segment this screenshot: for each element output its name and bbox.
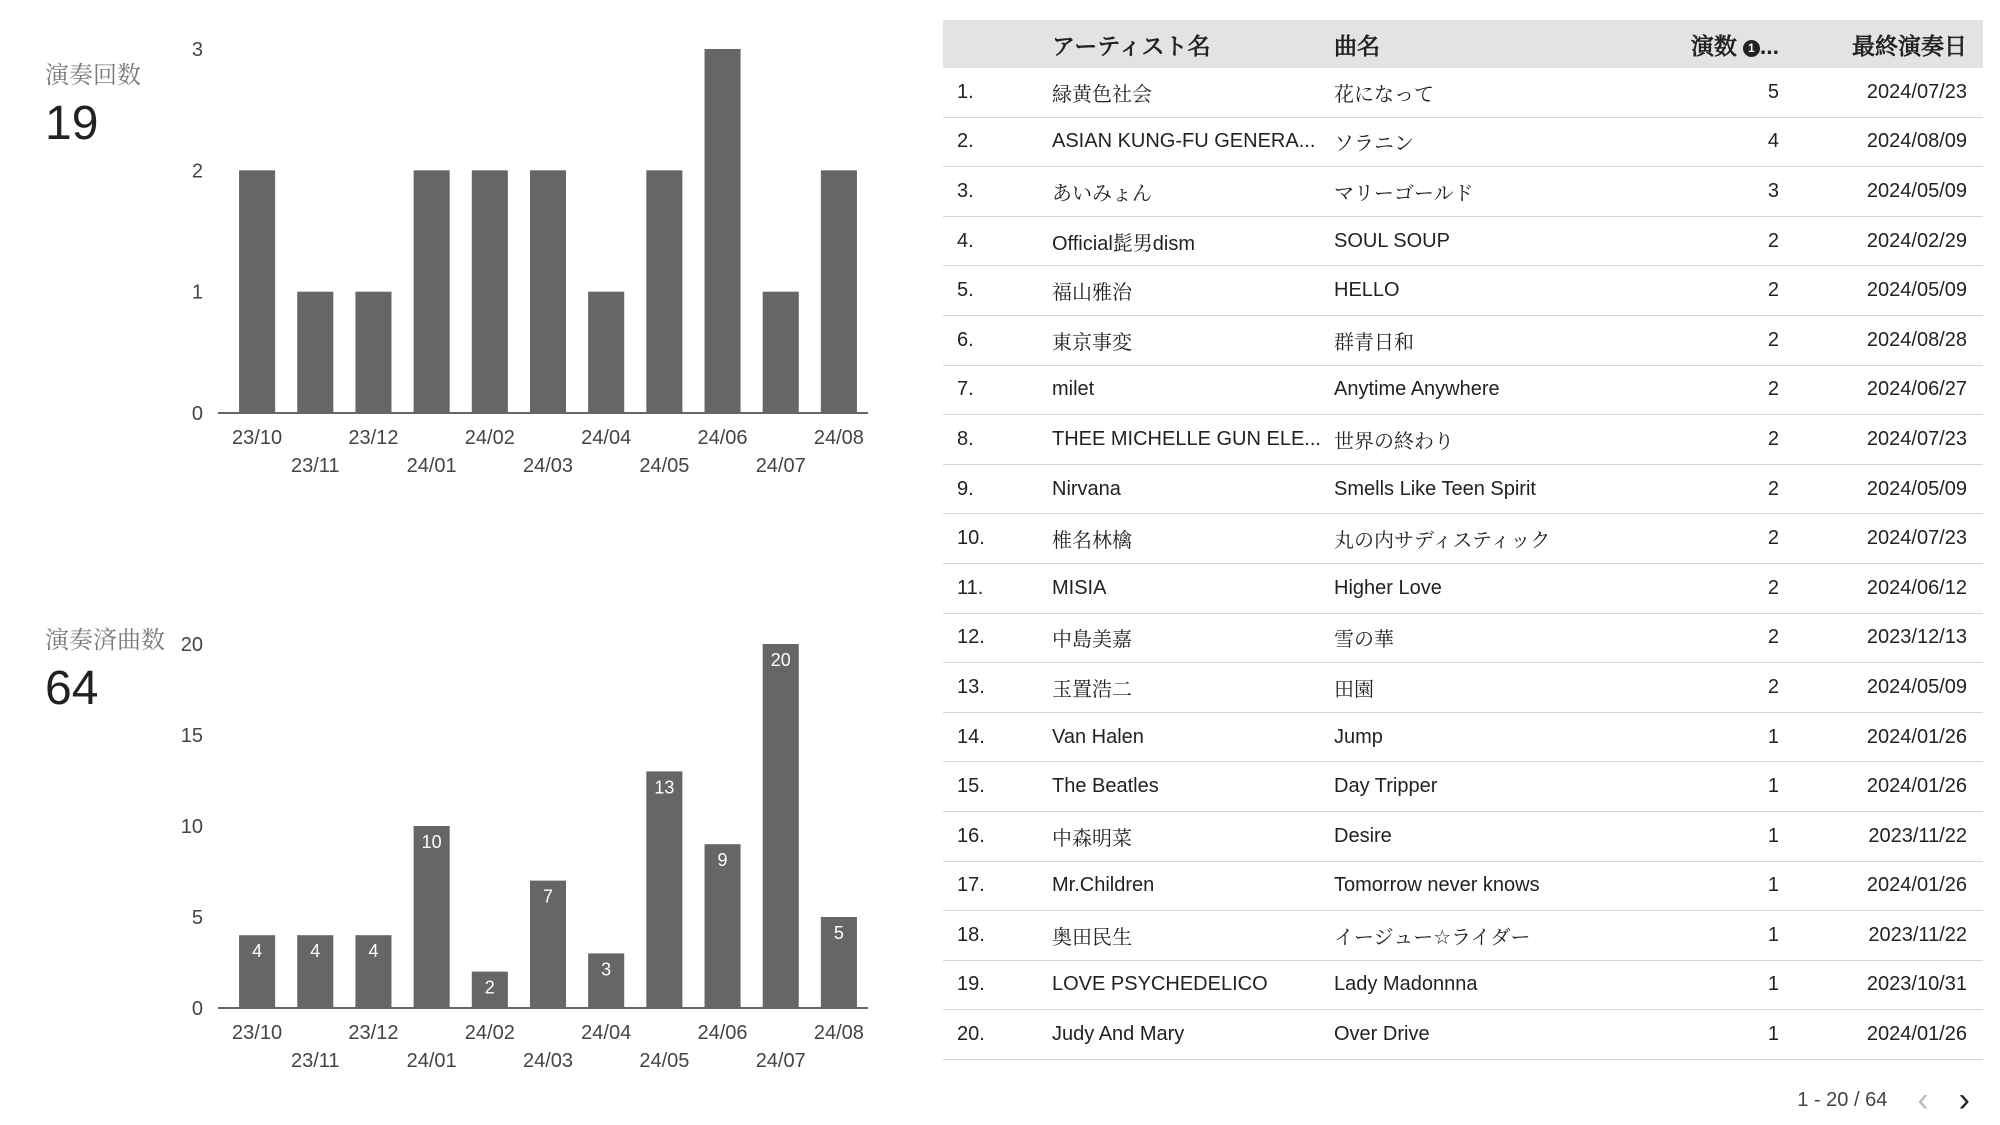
- artist-cell: 東京事変: [1052, 315, 1334, 365]
- bar-data-label: 2: [484, 977, 495, 998]
- song-cell: ソラニン: [1334, 117, 1634, 167]
- table-row[interactable]: [943, 315, 1983, 365]
- date-cell: 2023/11/22: [1797, 811, 1983, 861]
- table-row[interactable]: [943, 167, 1983, 217]
- artist-cell: 玉置浩二: [1052, 663, 1334, 713]
- date-cell: 2024/08/28: [1797, 315, 1983, 365]
- song-cell: マリーゴールド: [1334, 167, 1634, 217]
- song-cell: Day Tripper: [1334, 762, 1634, 812]
- x-tick-label: 24/01: [406, 1050, 457, 1072]
- table-row[interactable]: [943, 960, 1983, 1010]
- song-cell: 世界の終わり: [1334, 415, 1634, 465]
- count-cell: 2: [1634, 216, 1797, 266]
- row-index: 10.: [943, 514, 1052, 564]
- chevron-left-icon[interactable]: ‹: [1917, 1081, 1929, 1119]
- count-cell: 2: [1634, 613, 1797, 663]
- song-cell: Over Drive: [1334, 1010, 1634, 1060]
- x-tick-label: 24/06: [697, 427, 748, 449]
- bar: [414, 826, 450, 1008]
- artist-cell: 中島美嘉: [1052, 613, 1334, 663]
- x-tick-label: 24/05: [639, 455, 690, 477]
- chevron-right-icon[interactable]: ›: [1958, 1081, 1970, 1119]
- y-tick-label: 0: [191, 998, 203, 1020]
- count-cell: 2: [1634, 415, 1797, 465]
- table-row[interactable]: [943, 613, 1983, 663]
- bar: [355, 292, 391, 413]
- bar: [821, 170, 857, 413]
- date-cell: 2024/05/09: [1797, 167, 1983, 217]
- artist-cell: Mr.Children: [1052, 861, 1334, 911]
- artist-cell: MISIA: [1052, 563, 1334, 613]
- y-tick-label: 3: [191, 39, 203, 61]
- song-cell: 花になって: [1334, 68, 1634, 117]
- row-index: 16.: [943, 811, 1052, 861]
- x-tick-label: 24/03: [522, 1050, 574, 1072]
- bar-data-label: 4: [310, 941, 321, 962]
- kpi-label: 演奏済曲数: [45, 627, 165, 654]
- date-cell: 2024/06/12: [1797, 563, 1983, 613]
- y-tick-label: 15: [180, 725, 203, 747]
- count-cell: 2: [1634, 663, 1797, 713]
- bar: [646, 771, 682, 1008]
- artist-cell: milet: [1052, 365, 1334, 415]
- header-artist-label: アーティスト名: [1052, 32, 1211, 59]
- row-index: 6.: [943, 315, 1052, 365]
- count-cell: 4: [1634, 117, 1797, 167]
- song-cell: イージュー☆ライダー: [1334, 911, 1634, 961]
- header-song[interactable]: [1334, 20, 1634, 68]
- bar: [763, 292, 799, 413]
- count-cell: 2: [1634, 514, 1797, 564]
- bar-data-label: 20: [770, 650, 791, 670]
- artist-cell: 中森明菜: [1052, 811, 1334, 861]
- date-cell: 2024/02/29: [1797, 216, 1983, 266]
- row-index: 13.: [943, 663, 1052, 713]
- x-tick-label: 24/03: [522, 455, 574, 477]
- count-cell: 5: [1634, 68, 1797, 117]
- header-date[interactable]: [1797, 20, 1983, 68]
- song-cell: Lady Madonnna: [1334, 960, 1634, 1010]
- song-cell: 丸の内サディスティック: [1334, 514, 1634, 564]
- artist-cell: ASIAN KUNG-FU GENERA...: [1052, 117, 1334, 167]
- x-tick-label: 24/01: [406, 455, 457, 477]
- y-tick-label: 0: [191, 403, 203, 425]
- bar: [646, 170, 682, 413]
- date-cell: 2024/07/23: [1797, 68, 1983, 117]
- table-row[interactable]: [943, 415, 1983, 465]
- bar: [530, 170, 566, 413]
- table-header-row: [943, 20, 1983, 68]
- song-cell: HELLO: [1334, 266, 1634, 316]
- row-index: 1.: [943, 68, 1052, 117]
- pagination: [1797, 1081, 1970, 1119]
- row-index: 8.: [943, 415, 1052, 465]
- date-cell: 2023/11/22: [1797, 911, 1983, 961]
- table-row[interactable]: [943, 911, 1983, 961]
- sort-rank-icon: 1: [1743, 40, 1760, 57]
- x-tick-label: 24/04: [581, 1022, 632, 1044]
- table-row[interactable]: [943, 1010, 1983, 1060]
- count-cell: 1: [1634, 1010, 1797, 1060]
- artist-cell: 奥田民生: [1052, 911, 1334, 961]
- artist-cell: Nirvana: [1052, 464, 1334, 514]
- song-cell: Higher Love: [1334, 563, 1634, 613]
- date-cell: 2024/05/09: [1797, 464, 1983, 514]
- date-cell: 2024/06/27: [1797, 365, 1983, 415]
- table-row[interactable]: [943, 811, 1983, 861]
- x-tick-label: 24/02: [464, 427, 515, 449]
- kpi-value: 64: [45, 662, 99, 715]
- table-row[interactable]: [943, 464, 1983, 514]
- count-cell: 1: [1634, 960, 1797, 1010]
- y-tick-label: 10: [180, 816, 203, 838]
- bar-data-label: 4: [252, 941, 263, 962]
- row-index: 7.: [943, 365, 1052, 415]
- table-row[interactable]: [943, 762, 1983, 812]
- artist-cell: Judy And Mary: [1052, 1010, 1334, 1060]
- row-index: 5.: [943, 266, 1052, 316]
- x-tick-label: 24/08: [813, 1022, 864, 1044]
- bar-data-label: 4: [368, 941, 379, 962]
- song-cell: 雪の華: [1334, 613, 1634, 663]
- count-cell: 2: [1634, 266, 1797, 316]
- x-tick-label: 24/08: [813, 427, 864, 449]
- row-index: 3.: [943, 167, 1052, 217]
- date-cell: 2024/01/26: [1797, 1010, 1983, 1060]
- row-index: 15.: [943, 762, 1052, 812]
- kpi-value: 19: [45, 97, 99, 150]
- play-count-bar-chart: [160, 25, 880, 495]
- artist-cell: Van Halen: [1052, 712, 1334, 762]
- count-cell: 1: [1634, 712, 1797, 762]
- count-cell: 1: [1634, 762, 1797, 812]
- count-cell: 2: [1634, 365, 1797, 415]
- header-song-label: 曲名: [1334, 32, 1380, 59]
- song-cell: 田園: [1334, 663, 1634, 713]
- song-cell: 群青日和: [1334, 315, 1634, 365]
- song-cell: Desire: [1334, 811, 1634, 861]
- bar: [297, 292, 333, 413]
- table-row[interactable]: [943, 712, 1983, 762]
- header-count-label: 演数: [1690, 32, 1737, 59]
- song-cell: Smells Like Teen Spirit: [1334, 464, 1634, 514]
- header-date-label: 最終演奏日: [1852, 32, 1967, 59]
- bar-data-label: 10: [421, 832, 442, 852]
- date-cell: 2023/12/13: [1797, 613, 1983, 663]
- row-index: 20.: [943, 1010, 1052, 1060]
- artist-cell: 椎名林檎: [1052, 514, 1334, 564]
- row-index: 17.: [943, 861, 1052, 911]
- date-cell: 2024/05/09: [1797, 663, 1983, 713]
- x-tick-label: 23/11: [290, 455, 340, 477]
- artist-cell: The Beatles: [1052, 762, 1334, 812]
- artist-cell: THEE MICHELLE GUN ELE...: [1052, 415, 1334, 465]
- artist-cell: 福山雅治: [1052, 266, 1334, 316]
- row-index: 19.: [943, 960, 1052, 1010]
- bar: [588, 292, 624, 413]
- count-cell: 3: [1634, 167, 1797, 217]
- count-cell: 1: [1634, 911, 1797, 961]
- row-index: 14.: [943, 712, 1052, 762]
- date-cell: 2024/08/09: [1797, 117, 1983, 167]
- x-tick-label: 24/02: [464, 1022, 515, 1044]
- header-index: [943, 20, 1052, 68]
- table-row[interactable]: [943, 365, 1983, 415]
- count-cell: 2: [1634, 315, 1797, 365]
- count-cell: 1: [1634, 861, 1797, 911]
- x-tick-label: 24/07: [755, 1050, 806, 1072]
- count-cell: 2: [1634, 563, 1797, 613]
- table-row[interactable]: [943, 117, 1983, 167]
- artist-cell: LOVE PSYCHEDELICO: [1052, 960, 1334, 1010]
- y-tick-label: 2: [191, 160, 203, 183]
- x-tick-label: 24/06: [697, 1022, 748, 1044]
- table-row[interactable]: [943, 563, 1983, 613]
- y-tick-label: 5: [191, 907, 203, 929]
- kpi-played-songs: [45, 620, 165, 716]
- row-index: 2.: [943, 117, 1052, 167]
- table-row[interactable]: [943, 663, 1983, 713]
- row-index: 4.: [943, 216, 1052, 266]
- x-tick-label: 23/12: [348, 427, 399, 449]
- table-row[interactable]: [943, 514, 1983, 564]
- y-tick-label: 1: [191, 281, 203, 304]
- bar-data-label: 9: [717, 850, 728, 871]
- date-cell: 2024/07/23: [1797, 514, 1983, 564]
- song-cell: Anytime Anywhere: [1334, 365, 1634, 415]
- song-cell: Jump: [1334, 712, 1634, 762]
- date-cell: 2024/07/23: [1797, 415, 1983, 465]
- header-artist[interactable]: [1052, 20, 1334, 68]
- song-ranking-table: [943, 20, 1980, 1060]
- bar-data-label: 3: [601, 959, 612, 980]
- x-tick-label: 23/12: [348, 1022, 399, 1044]
- bar-data-label: 7: [542, 886, 554, 907]
- date-cell: 2023/10/31: [1797, 960, 1983, 1010]
- date-cell: 2024/05/09: [1797, 266, 1983, 316]
- x-tick-label: 24/07: [755, 455, 806, 477]
- table-row[interactable]: [943, 861, 1983, 911]
- y-tick-label: 20: [180, 634, 203, 656]
- played-songs-bar-chart: [160, 620, 880, 1090]
- x-tick-label: 23/10: [232, 1022, 283, 1044]
- date-cell: 2024/01/26: [1797, 762, 1983, 812]
- bar-data-label: 13: [654, 777, 675, 798]
- x-tick-label: 24/04: [581, 427, 632, 449]
- song-cell: SOUL SOUP: [1334, 216, 1634, 266]
- header-count-suffix: ...: [1759, 32, 1779, 59]
- bar-data-label: 5: [833, 923, 844, 943]
- artist-cell: 緑黄色社会: [1052, 68, 1334, 117]
- bar: [705, 49, 741, 413]
- table-row[interactable]: [943, 216, 1983, 266]
- x-tick-label: 23/11: [290, 1050, 340, 1072]
- date-cell: 2024/01/26: [1797, 861, 1983, 911]
- count-cell: 1: [1634, 811, 1797, 861]
- artist-cell: Official髭男dism: [1052, 216, 1334, 266]
- bar: [472, 170, 508, 413]
- x-tick-label: 24/05: [639, 1050, 690, 1072]
- header-count[interactable]: [1634, 20, 1797, 68]
- row-index: 12.: [943, 613, 1052, 663]
- date-cell: 2024/01/26: [1797, 712, 1983, 762]
- bar: [414, 170, 450, 413]
- row-index: 9.: [943, 464, 1052, 514]
- count-cell: 2: [1634, 464, 1797, 514]
- bar: [763, 644, 799, 1008]
- song-cell: Tomorrow never knows: [1334, 861, 1634, 911]
- x-tick-label: 23/10: [232, 427, 283, 449]
- bar: [239, 170, 275, 413]
- kpi-label: 演奏回数: [45, 62, 141, 89]
- row-index: 11.: [943, 563, 1052, 613]
- pagination-range: 1 - 20 / 64: [1797, 1088, 1888, 1111]
- kpi-play-count: [45, 55, 141, 151]
- row-index: 18.: [943, 911, 1052, 961]
- table-row[interactable]: [943, 68, 1983, 117]
- table-row[interactable]: [943, 266, 1983, 316]
- artist-cell: あいみょん: [1052, 167, 1334, 217]
